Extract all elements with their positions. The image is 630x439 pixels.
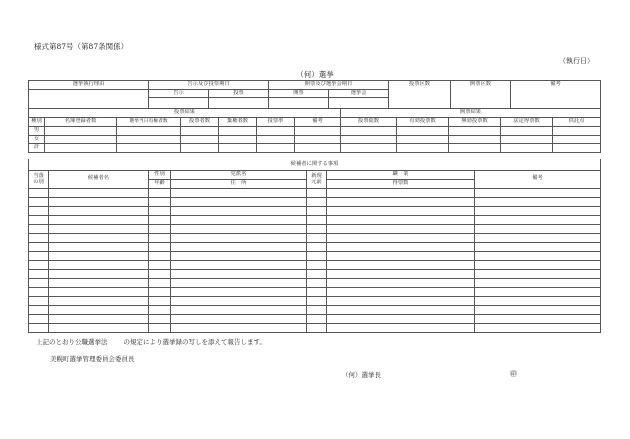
candidate-table [28,159,601,333]
table-row [29,323,601,332]
table-cell [327,296,475,305]
table-cell [257,127,295,136]
row-male: 男 [29,127,45,136]
execution-date-label: （執行日） [559,57,594,65]
table-cell [149,206,171,215]
count-results-section: 開票結果 [341,109,601,118]
table-cell [341,144,397,153]
table-row [29,215,601,224]
table-cell [327,278,475,287]
table-row [29,233,601,242]
table-cell [49,224,149,233]
header-remarks: 備考 [511,81,601,109]
table-cell [327,233,475,242]
table-cell [295,127,341,136]
election-chief: （何）選挙長 [342,371,381,379]
table-cell [149,269,171,278]
table-cell [29,197,49,206]
table-cell [117,135,181,144]
table-cell [501,144,553,153]
table-cell [49,269,149,278]
col-elected-status-line2: の別 [33,179,44,185]
vote-results-section: 投票結果 [29,109,341,118]
table-cell [171,305,307,314]
table-cell [49,197,149,206]
notice-date-cell [149,98,209,109]
table-cell [171,188,307,197]
table-cell [29,287,49,296]
table-cell [219,135,257,144]
table-cell [295,135,341,144]
table-cell [29,296,49,305]
table-cell [149,260,171,269]
table-cell [171,269,307,278]
col-eligible-voters: 選挙当日有権者数 [117,118,181,127]
col-turnout: 投票率 [257,118,295,127]
table-cell [475,251,601,260]
col-party: 党派名 [171,170,307,179]
table-cell [327,224,475,233]
table-cell [29,215,49,224]
col-total-votes: 投票総数 [341,118,397,127]
table-cell [327,197,475,206]
table-cell [449,127,501,136]
table-cell [307,233,327,242]
table-cell [171,206,307,215]
table-cell [171,323,307,332]
col-abstentions: 棄権者数 [219,118,257,127]
col-elected-status [29,170,49,188]
table-cell [475,296,601,305]
col-new-incumbent-line1: 新現 [311,172,322,179]
table-cell [475,278,601,287]
col-address: 住 所 [171,179,307,188]
table-cell [149,197,171,206]
table-cell [307,260,327,269]
table-cell [49,251,149,260]
table-cell [501,135,553,144]
table-cell [149,188,171,197]
form-code: 様式第87号（第87条関係） [34,42,129,51]
table-row [29,188,601,197]
subheader-notice: 告示 [149,90,209,98]
table-cell [475,305,601,314]
report-statement [36,337,266,346]
vote-date-cell [209,98,269,109]
row-female: 女 [29,135,45,144]
table-cell [327,287,475,296]
table-cell [449,135,501,144]
table-cell [219,127,257,136]
table-cell [307,224,327,233]
col-deposit-points: 供託点 [553,118,601,127]
table-cell [171,278,307,287]
header-counting-districts: 開票区数 [451,81,511,109]
table-row [29,278,601,287]
table-cell [149,224,171,233]
table-cell [397,127,449,136]
table-cell [327,323,475,332]
table-cell [49,305,149,314]
table-cell [553,135,601,144]
col-age: 年齢 [149,179,171,188]
table-cell [181,135,219,144]
col-occupation: 職 業 [327,170,475,179]
table-cell [49,206,149,215]
table-cell [257,135,295,144]
table-cell [49,242,149,251]
table-cell [49,287,149,296]
table-cell [49,188,149,197]
table-cell [475,314,601,323]
table-cell [171,260,307,269]
col-invalid-votes: 無効投票数 [449,118,501,127]
table-cell [307,206,327,215]
header-notice-vote-date: 告示及び投票期日 [149,81,269,90]
table-cell [327,215,475,224]
table-cell [307,269,327,278]
election-reason-cell [29,90,149,109]
table-row [29,224,601,233]
table-row [29,296,601,305]
row-label-type: 種別 [29,118,45,127]
table-cell [49,260,149,269]
table-row [29,251,601,260]
table-cell [307,305,327,314]
table-cell [149,215,171,224]
table-cell [327,305,475,314]
col-legal-votes: 法定得票数 [501,118,553,127]
table-row [29,197,601,206]
table-cell [307,296,327,305]
table-cell [553,144,601,153]
table-cell [49,233,149,242]
table-cell [553,127,601,136]
table-cell [475,215,601,224]
count-date-cell [269,98,329,109]
seal-mark: ㊞ [510,370,517,378]
table-row [29,305,601,314]
table-cell [181,127,219,136]
table-row [29,260,601,269]
table-cell [171,242,307,251]
table-cell [341,127,397,136]
candidate-section-title: 候補者に関する事項 [29,159,601,170]
table-cell [475,323,601,332]
col-registered-voters: 名簿登録者数 [45,118,117,127]
table-cell [341,135,397,144]
table-cell [149,287,171,296]
table-row [29,314,601,323]
table-cell [397,144,449,153]
table-cell [117,127,181,136]
table-cell [475,197,601,206]
table-cell [171,251,307,260]
table-cell [29,206,49,215]
election-schedule-table [28,80,601,109]
table-cell [475,233,601,242]
election-title: （何）選挙 [296,70,334,79]
table-cell [171,296,307,305]
table-cell [149,251,171,260]
table-cell [149,323,171,332]
table-cell [327,314,475,323]
table-cell [29,188,49,197]
table-cell [257,144,295,153]
header-election-reason: 選挙執行理由 [29,81,149,90]
table-cell [149,296,171,305]
table-cell [49,278,149,287]
col-candidate-remarks: 備考 [475,170,601,188]
col-vote-count: 得票数 [327,179,475,188]
table-cell [327,206,475,215]
table-cell [29,260,49,269]
table-cell [475,260,601,269]
subheader-count: 開票 [269,90,329,98]
table-cell [149,242,171,251]
table-cell [29,269,49,278]
table-cell [149,305,171,314]
subheader-vote: 投票 [209,90,269,98]
table-cell [475,206,601,215]
table-cell [45,127,117,136]
table-cell [171,224,307,233]
table-cell [29,242,49,251]
table-cell [117,144,181,153]
table-cell [29,323,49,332]
col-candidate-name: 候補者名 [49,170,149,188]
table-cell [475,242,601,251]
table-cell [171,197,307,206]
table-cell [475,188,601,197]
header-count-session-date: 開票及び選挙会期日 [269,81,389,90]
table-cell [45,144,117,153]
table-cell [171,314,307,323]
table-cell [307,251,327,260]
table-cell [49,215,149,224]
col-vote-remarks: 備考 [295,118,341,127]
table-row [29,287,601,296]
table-cell [397,135,449,144]
table-cell [149,233,171,242]
report-statement-part1: 上記のとおり公職選挙法 [36,338,108,346]
table-cell [295,144,341,153]
table-cell [475,224,601,233]
table-cell [327,251,475,260]
table-row [29,269,601,278]
col-new-incumbent [307,170,327,188]
table-cell [307,278,327,287]
table-cell [307,197,327,206]
table-cell [149,314,171,323]
table-cell [327,188,475,197]
table-cell [29,278,49,287]
col-new-incumbent-line2: 元前 [311,179,322,185]
subheader-session: 選挙会 [329,90,389,98]
table-cell [29,224,49,233]
table-cell [307,287,327,296]
table-cell [219,144,257,153]
table-cell [307,242,327,251]
table-cell [307,323,327,332]
table-cell [45,135,117,144]
table-cell [327,260,475,269]
table-cell [181,144,219,153]
table-cell [171,233,307,242]
results-table [28,108,601,153]
table-cell [475,287,601,296]
table-cell [49,296,149,305]
report-statement-part2: の規定により選挙録の写しを添えて報告します。 [123,338,266,346]
table-row [29,206,601,215]
session-date-cell [329,98,389,109]
table-cell [449,144,501,153]
table-cell [327,269,475,278]
table-cell [149,278,171,287]
table-cell [327,242,475,251]
table-cell [49,323,149,332]
table-cell [49,314,149,323]
table-row [29,242,601,251]
table-cell [29,314,49,323]
col-voters: 投票者数 [181,118,219,127]
header-voting-districts: 投票区数 [389,81,451,109]
table-cell [171,287,307,296]
table-cell [307,215,327,224]
table-cell [501,127,553,136]
commission-chair: 美幌町選挙管理委員会委員長 [50,355,135,363]
col-valid-votes: 有効投票数 [397,118,449,127]
table-cell [475,269,601,278]
table-cell [171,215,307,224]
table-cell [307,314,327,323]
row-total: 計 [29,144,45,153]
table-cell [307,188,327,197]
table-cell [29,305,49,314]
col-elected-status-line1: 当落 [33,172,44,179]
col-gender: 性別 [149,170,171,179]
table-cell [29,233,49,242]
table-cell [29,251,49,260]
